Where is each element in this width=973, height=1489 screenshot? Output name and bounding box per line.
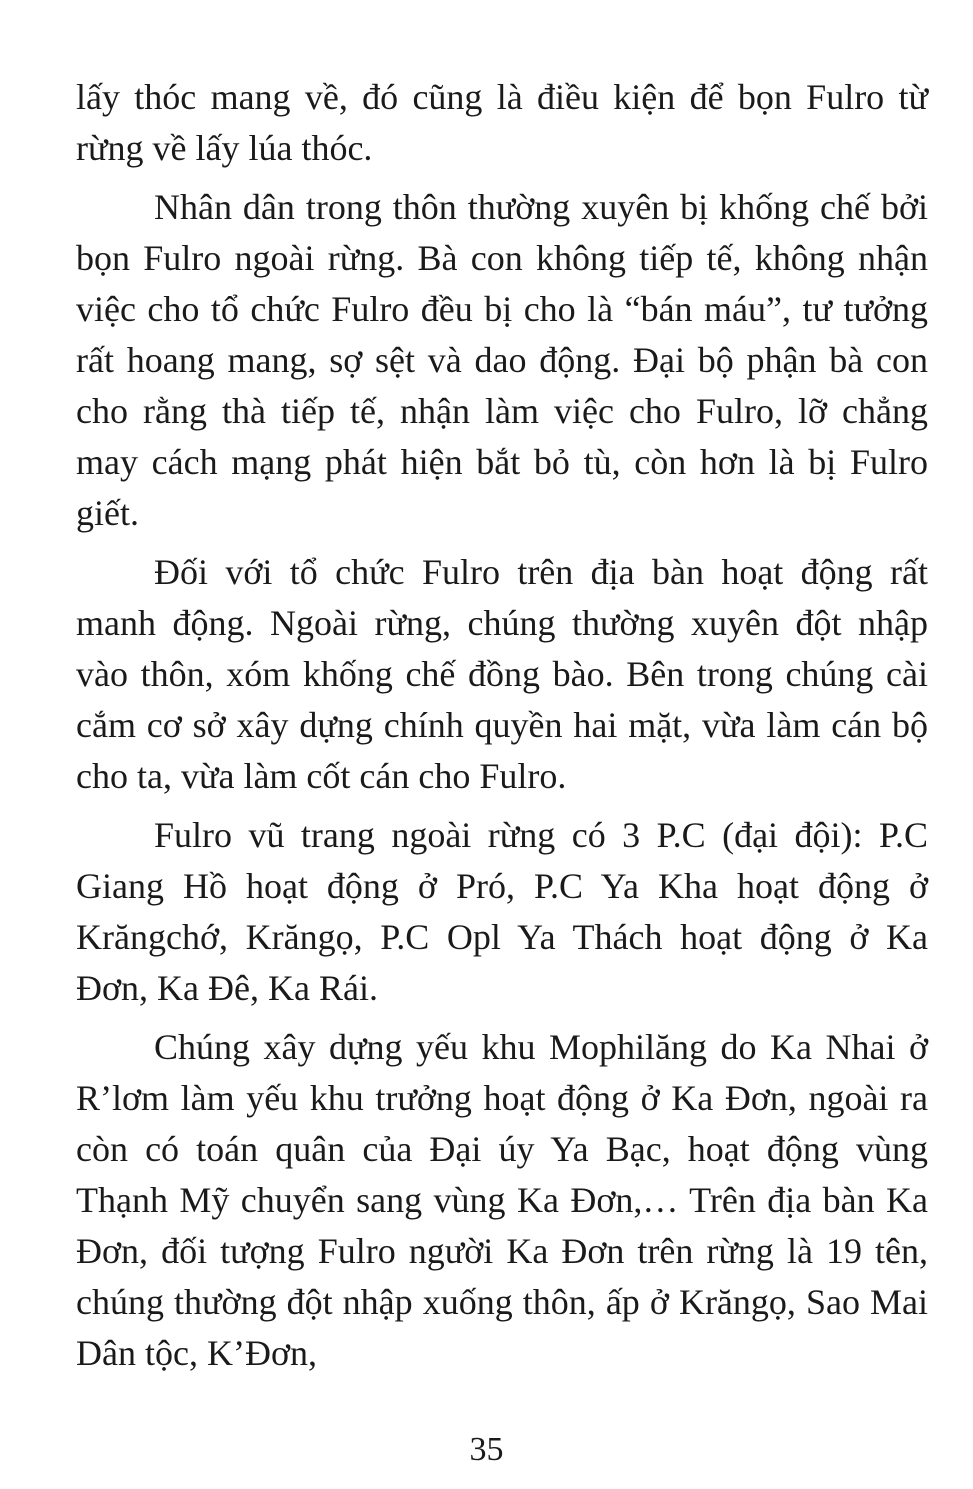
page-body (76, 72, 928, 1387)
paragraph-4: Fulro vũ trang ngoài rừng có 3 P.C (đại đội): P.C Giang Hồ hoạt động ở Pró, P.C Ya Kha hoạt động ở Krăngchớ, Krăngọ, P.C Opl Ya Thách hoạt động ở Ka Đơn, Ka Đê, Ka Rái. (76, 815, 928, 1008)
page-number: 35 (469, 1431, 504, 1468)
paragraph-1: lấy thóc mang về, đó cũng là điều kiện để bọn Fulro từ rừng về lấy lúa thóc. (76, 77, 928, 168)
paragraph-3: Đối với tổ chức Fulro trên địa bàn hoạt động rất manh động. Ngoài rừng, chúng thường xuyên đột nhập vào thôn, xóm khống chế đồng bào. Bên trong chúng cài cắm cơ sở xây dựng chính quyền hai mặt, vừa làm cán bộ cho ta, vừa làm cốt cán cho Fulro. (76, 552, 928, 796)
paragraph-2: Nhân dân trong thôn thường xuyên bị khống chế bởi bọn Fulro ngoài rừng. Bà con không tiếp tế, không nhận việc cho tổ chức Fulro đều bị cho là “bán máu”, tư tưởng rất hoang mang, sợ sệt và dao động. Đại bộ phận bà con cho rằng thà tiếp tế, nhận làm việc cho Fulro, lỡ chẳng may cách mạng phát hiện bắt bỏ tù, còn hơn là bị Fulro giết. (76, 187, 928, 533)
paragraph-5: Chúng xây dựng yếu khu Mophilăng do Ka Nhai ở R’lơm làm yếu khu trưởng hoạt động ở Ka Đơn, ngoài ra còn có toán quân của Đại úy Ya Bạc, hoạt động vùng Thạnh Mỹ chuyển sang vùng Ka Đơn,… Trên địa bàn Ka Đơn, đối tượng Fulro người Ka Đơn trên rừng là 19 tên, chúng thường đột nhập xuống thôn, ấp ở Krăngọ, Sao Mai Dân tộc, K’Đơn, (76, 1027, 928, 1373)
